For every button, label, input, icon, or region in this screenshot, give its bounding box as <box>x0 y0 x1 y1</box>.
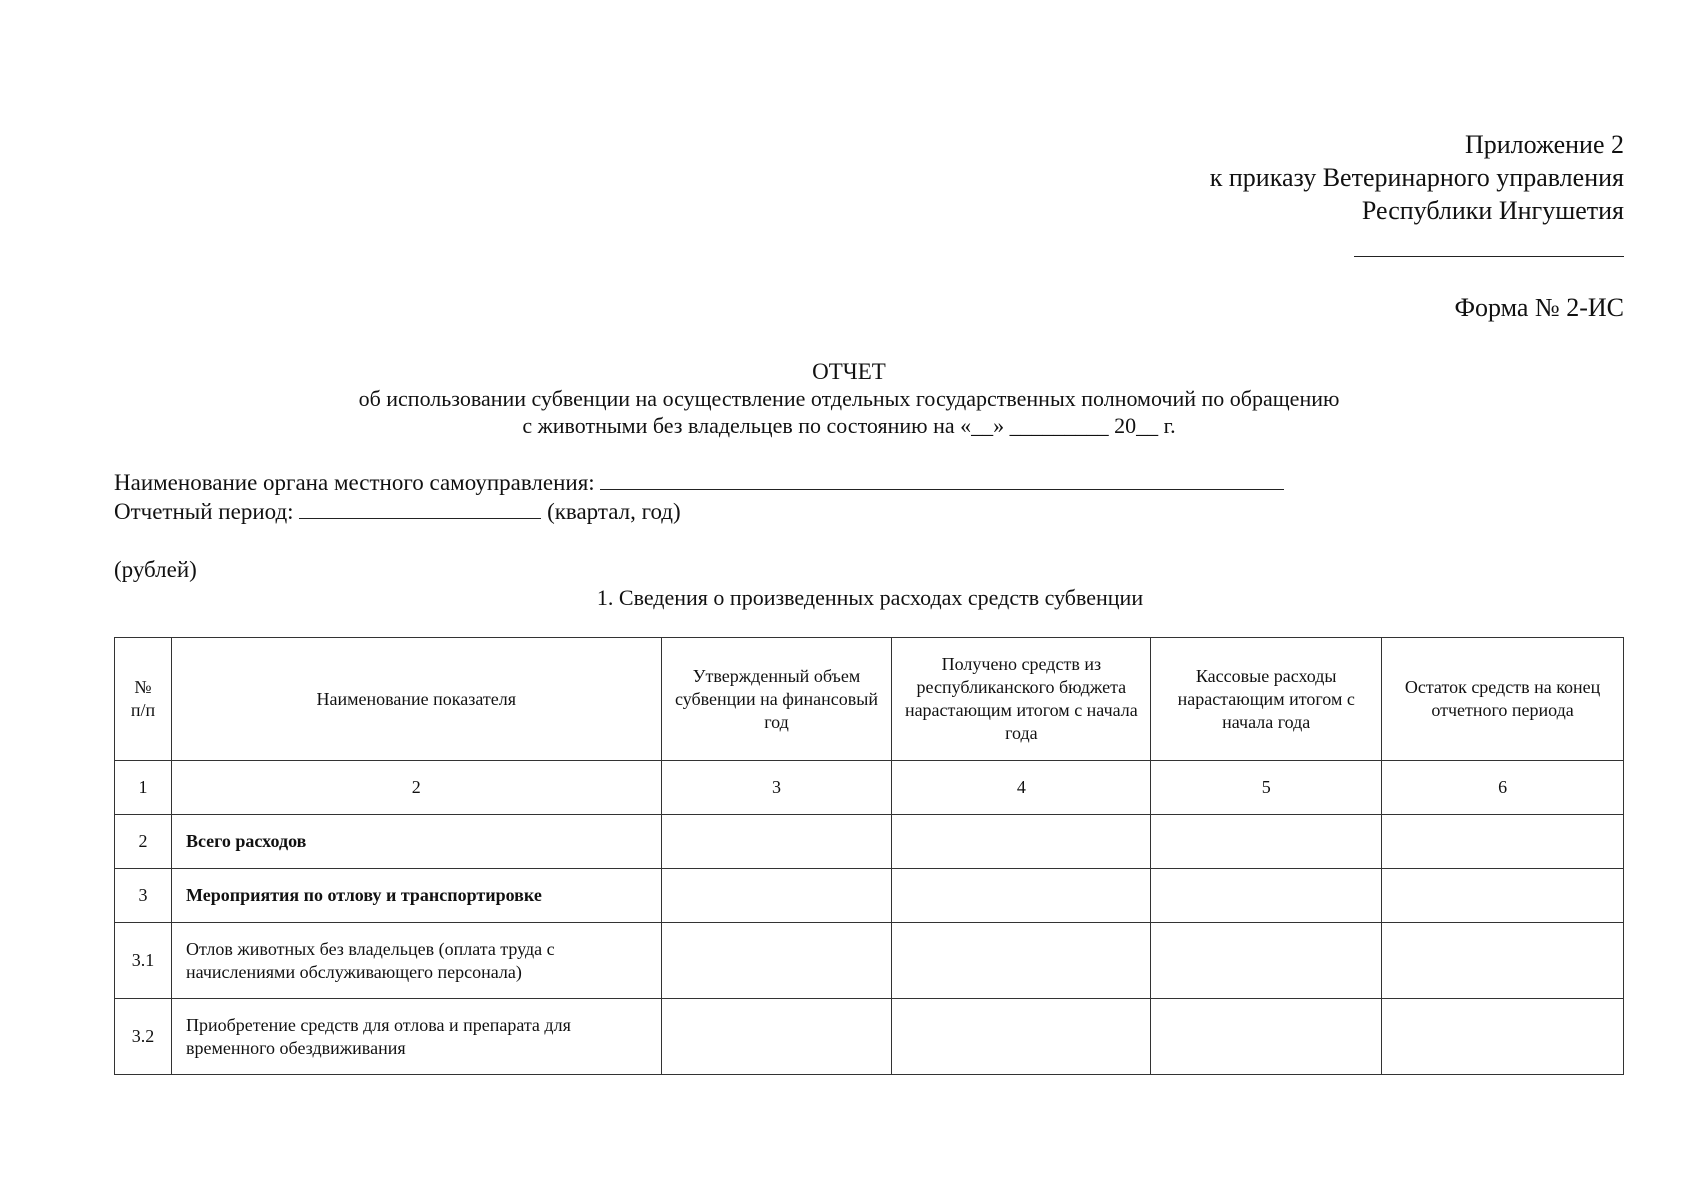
table-row <box>115 815 1624 869</box>
row-number: 3 <box>115 869 172 923</box>
cell-received[interactable] <box>892 999 1151 1075</box>
table-row <box>115 999 1624 1075</box>
row-number: 3.2 <box>115 999 172 1075</box>
header-received: Получено средств из республиканского бюджета нарастающим итогом с начала года <box>892 638 1151 761</box>
column-number: 4 <box>892 761 1151 815</box>
cell-balance[interactable] <box>1382 999 1624 1075</box>
header-balance: Остаток средств на конец отчетного периода <box>1382 638 1624 761</box>
cell-approved[interactable] <box>661 869 892 923</box>
report-title <box>0 358 1698 439</box>
org-info <box>114 468 1284 526</box>
cell-cash-expenses[interactable] <box>1151 999 1382 1075</box>
row-number: 3.1 <box>115 923 172 999</box>
cell-approved[interactable] <box>661 923 892 999</box>
cell-cash-expenses[interactable] <box>1151 815 1382 869</box>
row-name: Отлов животных без владельцев (оплата труда с начислениями обслуживающего персонала) <box>171 923 661 999</box>
table-row <box>115 923 1624 999</box>
appendix-signature-line <box>1354 256 1624 257</box>
column-number: 3 <box>661 761 892 815</box>
header-name: Наименование показателя <box>171 638 661 761</box>
form-number: Форма № 2-ИС <box>1454 293 1624 322</box>
header-cash-expenses: Кассовые расходы нарастающим итогом с начала года <box>1151 638 1382 761</box>
cell-balance[interactable] <box>1382 923 1624 999</box>
appendix-line-1: Приложение 2 <box>1464 130 1624 159</box>
cell-balance[interactable] <box>1382 869 1624 923</box>
cell-cash-expenses[interactable] <box>1151 869 1382 923</box>
table-header-row <box>115 638 1624 761</box>
cell-received[interactable] <box>892 923 1151 999</box>
row-name: Приобретение средств для отлова и препарата для временного обездвиживания <box>171 999 661 1075</box>
column-number: 5 <box>1151 761 1382 815</box>
units-label: (рублей) <box>114 557 197 582</box>
header-num: № п/п <box>115 638 172 761</box>
column-number: 2 <box>171 761 661 815</box>
cell-received[interactable] <box>892 869 1151 923</box>
period-label: Отчетный период: <box>114 499 294 524</box>
period-field[interactable] <box>299 498 541 519</box>
report-title-subtitle-2: с животными без владельцев по состоянию на «__» _________ 20__ г. <box>522 413 1176 438</box>
column-number: 1 <box>115 761 172 815</box>
column-number-row <box>115 761 1624 815</box>
appendix-line-2: к приказу Ветеринарного управления <box>1209 163 1624 192</box>
period-suffix: (квартал, год) <box>547 499 681 524</box>
appendix-line-3: Республики Ингушетия <box>1361 196 1624 225</box>
cell-balance[interactable] <box>1382 815 1624 869</box>
column-number: 6 <box>1382 761 1624 815</box>
org-name-field[interactable] <box>600 469 1284 490</box>
row-name: Всего расходов <box>171 815 661 869</box>
cell-cash-expenses[interactable] <box>1151 923 1382 999</box>
expenses-table <box>114 637 1624 1075</box>
cell-approved[interactable] <box>661 999 892 1075</box>
report-title-subtitle-1: об использовании субвенции на осуществление отдельных государственных полномочий по обращению <box>358 386 1340 411</box>
period-row <box>114 497 1284 526</box>
org-name-row <box>114 468 1284 497</box>
row-number: 2 <box>115 815 172 869</box>
row-name: Мероприятия по отлову и транспортировке <box>171 869 661 923</box>
cell-received[interactable] <box>892 815 1151 869</box>
appendix-block <box>1210 128 1624 227</box>
org-name-label: Наименование органа местного самоуправления: <box>114 470 595 495</box>
report-title-main: ОТЧЕТ <box>812 359 886 384</box>
section-title: 1. Сведения о произведенных расходах средств субвенции <box>596 585 1144 610</box>
cell-approved[interactable] <box>661 815 892 869</box>
header-approved: Утвержденный объем субвенции на финансовый год <box>661 638 892 761</box>
table-row <box>115 869 1624 923</box>
